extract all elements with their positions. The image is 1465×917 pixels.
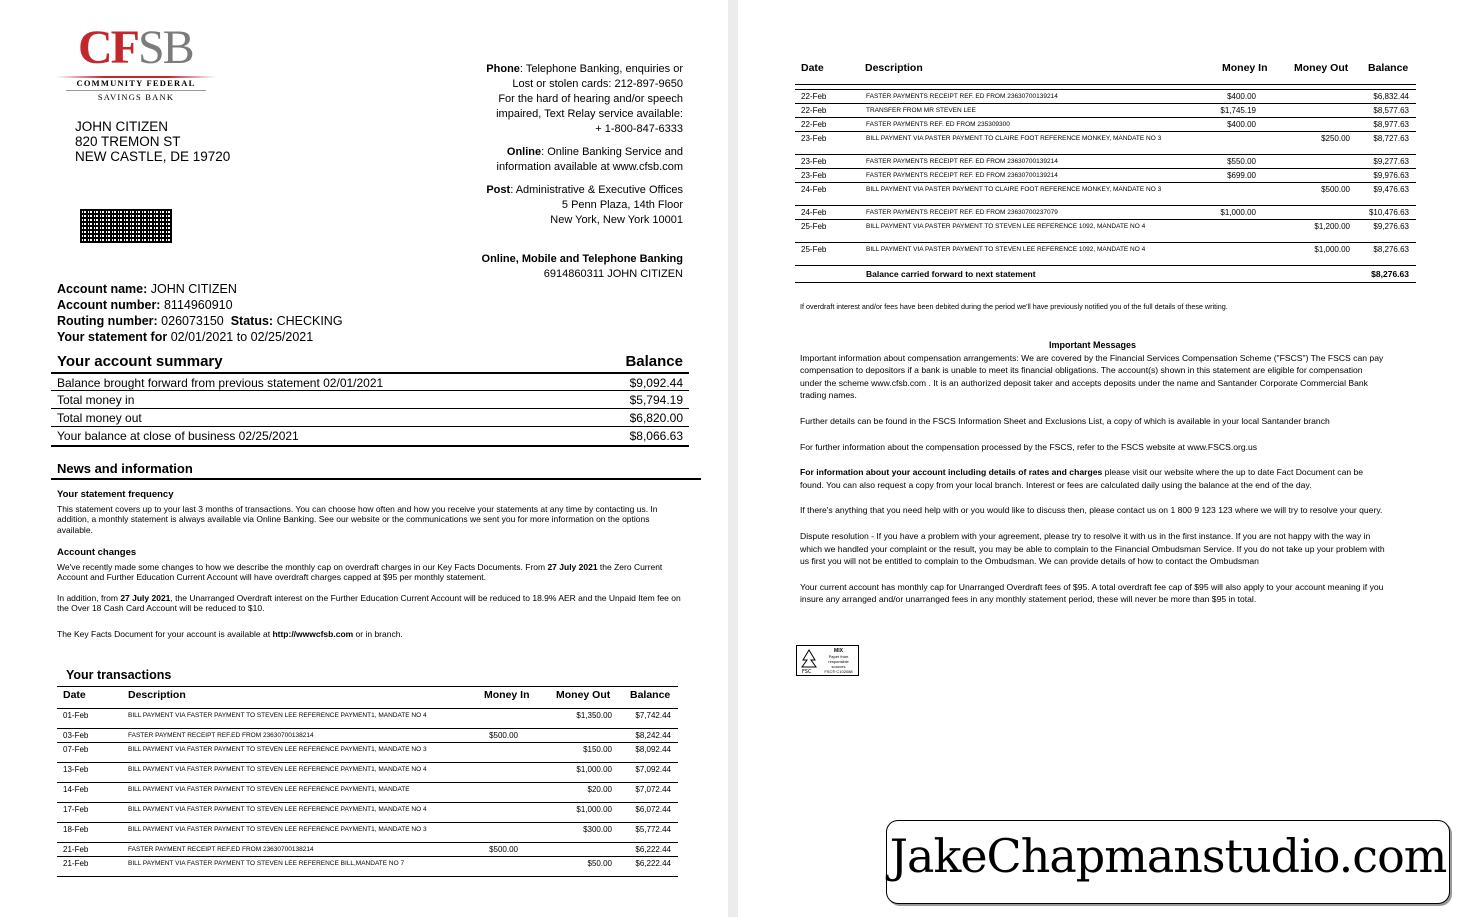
table-row: [57, 742, 678, 763]
table-row: [795, 205, 1416, 220]
transactions-title: Your transactions: [66, 668, 172, 682]
account-status: CHECKING: [276, 314, 343, 328]
row-date: 22-Feb: [801, 92, 827, 101]
row-date: 22-Feb: [801, 120, 827, 129]
logo-sb: SB: [137, 21, 193, 74]
phone-line: + 1-800-847-6333: [595, 123, 683, 135]
row-balance: $8,276.63: [1373, 245, 1409, 254]
row-balance: $6,222.44: [635, 845, 671, 854]
message-paragraph: Further details can be found in the FSCS Information Sheet and Exclusions List, a copy of which is available in your local Santander branch: [800, 415, 1330, 426]
phone-line: : Telephone Banking, enquiries or: [519, 63, 683, 75]
row-money-in: $699.00: [1227, 171, 1256, 180]
row-money-out: $1,000.00: [576, 765, 612, 774]
table-row: [795, 154, 1416, 169]
text-run: In addition, from: [57, 592, 121, 603]
col-money-in: Money In: [484, 689, 530, 701]
row-description: BILL PAYMENT VIA PASTER PAYMENT TO CLAIRE FOOT REFERENCE MONKEY, MANDATE NO 3: [866, 186, 1162, 193]
row-description: TRANSFER FROM MR STEVEN LEE: [866, 107, 976, 114]
row-description: FASTER PAYMENTS RECEIPT REF. ED FROM 23630700139214: [866, 172, 1058, 179]
routing-label: Routing number:: [57, 314, 158, 328]
summary-row-label: Your balance at close of business 02/25/2021: [57, 429, 299, 443]
row-description: FASTER PAYMENT RECEIPT REF.ED FROM 23630700138214: [128, 732, 314, 739]
overdraft-note: If overdraft interest and/or fees have been debited during the period we'll have previously notified you of the full details of these writing.: [800, 302, 1228, 311]
table-row: [795, 131, 1416, 155]
summary-title: Your account summary: [57, 353, 223, 370]
table-row: [57, 762, 678, 783]
message-paragraph: If there's anything that you need help with or you would like to discuss then, please contact us on 1 800 9 123 123 where we will try to resolve your query.: [800, 505, 1383, 516]
omt-line: 6914860311 JOHN CITIZEN: [543, 268, 683, 280]
table-row: [795, 168, 1416, 183]
logo-cf: CF: [78, 21, 138, 74]
period-label: Your statement for: [57, 330, 168, 344]
message-paragraph: Important information about compensation arrangements: We are covered by the Financial Services Compensation Scheme ("FSCS") The FSCS can pay compensation to depositors if a bank is unable to meet its financial obligations. The account(s) shown in this statement are eligible for compensation under the scheme www.cfsb.com . It is an authorized deposit taker and accepts deposits under the name and Santander Corporate Commercial Bank trading names.: [800, 352, 1384, 401]
online-line: : Online Banking Service and: [541, 146, 683, 158]
transactions-table-1: [57, 686, 678, 886]
row-money-out: $1,000.00: [1314, 245, 1350, 254]
table-row: [795, 103, 1416, 118]
row-money-in: $500.00: [489, 731, 518, 740]
summary-row-value: $8,066.63: [629, 429, 683, 443]
row-date: 23-Feb: [801, 171, 827, 180]
customer-street: 820 TREMON ST: [75, 134, 181, 149]
fsc-mix: MIX: [834, 648, 843, 654]
col-date: Date: [63, 689, 86, 701]
table-row: [795, 242, 1416, 266]
changes-paragraph-1: [57, 562, 687, 583]
row-balance: $5,772.44: [635, 825, 671, 834]
messages-title: Important Messages: [1048, 340, 1137, 350]
table-row: [57, 822, 678, 843]
row-money-in: $550.00: [1227, 157, 1256, 166]
row-description: BILL PAYMENT VIA PASTER PAYMENT TO STEVEN LEE REFERENCE 1092, MANDATE NO 4: [866, 246, 1146, 253]
changes-paragraph-2: [57, 593, 687, 614]
text-run: 27 July 2021: [547, 561, 598, 572]
row-date: 01-Feb: [63, 711, 89, 720]
row-date: 21-Feb: [63, 845, 89, 854]
status-label: Status:: [230, 314, 274, 328]
row-money-out: $250.00: [1321, 134, 1350, 143]
phone-line: Lost or stolen cards: 212-897-9650: [512, 78, 683, 90]
account-name: JOHN CITIZEN: [150, 282, 237, 296]
table-row: [57, 842, 678, 857]
row-date: 07-Feb: [63, 745, 89, 754]
table-row: [57, 782, 678, 803]
row-date: 21-Feb: [63, 859, 89, 868]
phone-label: Phone: [486, 63, 520, 75]
account-number: 8114960910: [163, 298, 233, 312]
col-description: Description: [865, 62, 923, 74]
table-row: [795, 117, 1416, 132]
text-run: The Key Facts Document for your account is available at: [57, 628, 273, 639]
summary-row-label: Total money in: [57, 393, 135, 407]
online-line: information available at www.cfsb.com: [496, 161, 683, 173]
row-description: BILL PAYMENT VIA FASTER PAYMENT TO STEVEN LEE REFERENCE PAYMENT1, MANDATE: [128, 786, 410, 793]
row-date: 18-Feb: [63, 825, 89, 834]
account-number-label: Account number:: [57, 298, 161, 312]
freq-text: This statement covers up to your last 3 months of transactions. You can choose how often and how you receive your statements at any time by contacting us. In addition, a monthly statement is always available via Online Banking. See our website or the communications we sent you for more information on the options available.: [57, 503, 658, 535]
row-description: BILL PAYMENT VIA FASTER PAYMENT TO STEVEN LEE REFERENCE BILL,MANDATE NO 7: [128, 860, 405, 867]
text-run: , the Unarranged Overdraft interest on the Further Education Current Account will be reduced to 18.9% AER and the Unpaid Item fee on the Over 18 Cash Card Account will be reduced to $10.: [57, 592, 681, 613]
table-row: [57, 708, 678, 729]
post-line: : Administrative & Executive Offices: [510, 184, 683, 196]
fsc-code: FSC® C102088: [824, 669, 853, 674]
key-facts-paragraph: [57, 629, 687, 640]
row-balance: $6,072.44: [635, 805, 671, 814]
row-date: 24-Feb: [801, 208, 827, 217]
row-balance: $8,977.63: [1373, 120, 1409, 129]
row-money-in: $1,745.19: [1220, 106, 1256, 115]
summary-row: [51, 408, 689, 427]
col-money-out: Money Out: [556, 689, 611, 701]
row-description: FASTER PAYMENTS RECEIPT REF. ED FROM 23630700237079: [866, 209, 1058, 216]
row-balance: $8,577.63: [1373, 106, 1409, 115]
text-run: 27 July 2021: [120, 592, 171, 603]
summary-row: [51, 372, 689, 392]
row-money-out: $500.00: [1321, 185, 1350, 194]
row-money-in: $500.00: [489, 845, 518, 854]
watermark-banner: [886, 820, 1450, 904]
row-date: 17-Feb: [63, 805, 89, 814]
row-date: 13-Feb: [63, 765, 89, 774]
account-summary: [51, 353, 689, 447]
row-money-out: $50.00: [587, 859, 612, 868]
table-row: [57, 856, 678, 877]
bank-logo: [56, 21, 216, 102]
logo-line2: SAVINGS BANK: [97, 91, 175, 102]
message-paragraph: For further information about the compensation processed by the FSCS, refer to the FSCS website at www.FSCS.org.us: [800, 441, 1258, 452]
row-money-out: $150.00: [583, 745, 612, 754]
carried-forward-row: [795, 266, 1416, 283]
important-messages: [800, 339, 1385, 606]
row-balance: $6,832.44: [1373, 92, 1409, 101]
text-run: We've recently made some changes to how we describe the monthly cap on overdraft charges in our Key Facts Documents. From: [57, 561, 548, 572]
summary-row: [51, 390, 689, 409]
routing-number: 026073150: [161, 314, 224, 328]
row-description: BILL PAYMENT VIA FASTER PAYMENT TO STEVEN LEE REFERENCE PAYMENT1, MANDATE NO 4: [128, 806, 427, 813]
customer-city: NEW CASTLE, DE 19720: [75, 149, 231, 164]
row-balance: $7,092.44: [635, 765, 671, 774]
news-title: News and information: [51, 461, 701, 480]
row-description: BILL PAYMENT VIA FASTER PAYMENT TO STEVEN LEE REFERENCE PAYMENT1, MANDATE NO 4: [128, 712, 427, 719]
message-paragraph: [800, 466, 1385, 491]
phone-line: impaired, Text Relay service available:: [496, 108, 683, 120]
row-balance: $9,277.63: [1373, 157, 1409, 166]
col-description: Description: [128, 689, 186, 701]
changes-heading: Account changes: [57, 547, 137, 558]
online-label: Online: [506, 146, 542, 158]
summary-row-value: $6,820.00: [629, 411, 683, 425]
row-balance: $8,092.44: [635, 745, 671, 754]
message-paragraph: Dispute resolution - If you have a problem with your agreement, please try to resolve it with us in the first instance. If you are not happy with the way in which we handled your complaint or the result, you may be able to complain to the Financial Ombudsman Service. If you do not take up your problem with us first you will not be entitled to complain to the Ombudsman. We can provide details of how to contact the Ombudsman: [800, 530, 1385, 567]
fsc-paper: Paper from responsible sources: [828, 654, 849, 669]
row-date: 22-Feb: [801, 106, 827, 115]
summary-row-value: $5,794.19: [629, 393, 683, 407]
row-money-out: $1,200.00: [1314, 222, 1350, 231]
statement-page-2: [738, 0, 1465, 917]
row-description: BILL PAYMENT VIA FASTER PAYMENT TO STEVEN LEE REFERENCE PAYMENT1, MANDATE NO 3: [128, 826, 427, 833]
row-money-in: $400.00: [1227, 120, 1256, 129]
summary-balance-header: Balance: [625, 353, 683, 370]
account-details: [57, 281, 343, 345]
row-money-in: $1,000.00: [1220, 208, 1256, 217]
row-description: FASTER PAYMENT RECEIPT REF.ED FROM 23630700138214: [128, 846, 314, 853]
row-date: 25-Feb: [801, 245, 827, 254]
table-row: [795, 219, 1416, 243]
svg-text:FSC: FSC: [802, 669, 812, 674]
text-run: the Zero Current Account and Further Education Current Account will have overdraft charges capped at $95 per monthly statement.: [57, 561, 663, 582]
customer-name: JOHN CITIZEN: [75, 119, 168, 134]
row-description: BILL PAYMENT VIA FASTER PAYMENT TO STEVEN LEE REFERENCE PAYMENT1, MANDATE NO 3: [128, 746, 427, 753]
row-balance: $7,072.44: [635, 785, 671, 794]
fsc-logo-icon: [796, 645, 859, 676]
row-description: BILL PAYMENT VIA PASTER PAYMENT TO CLAIRE FOOT REFERENCE MONKEY, MANDATE NO 3: [866, 135, 1162, 142]
row-description: FASTER PAYMENTS RECEIPT REF. ED FROM 23630700139214: [866, 93, 1058, 100]
row-date: 23-Feb: [801, 134, 827, 143]
row-date: 25-Feb: [801, 222, 827, 231]
table-row: [57, 728, 678, 743]
row-balance: $8,242.44: [635, 731, 671, 740]
col-balance: Balance: [630, 689, 671, 701]
customer-address: [75, 119, 230, 164]
post-line: New York, New York 10001: [550, 214, 683, 226]
row-date: 03-Feb: [63, 731, 89, 740]
transactions-table-2: [795, 58, 1416, 288]
row-date: 23-Feb: [801, 157, 827, 166]
phone-line: For the hard of hearing and/or speech: [498, 93, 683, 105]
row-date: 24-Feb: [801, 185, 827, 194]
message-paragraph: Your current account has monthly cap for Unarranged Overdraft fees of $95. A total overdraft fee cap of $95 will also apply to your account meaning if you insure any arranged and/or unarranged fees in any monthly statement period, these will never be more than $95 in total.: [800, 581, 1384, 605]
row-money-out: $300.00: [583, 825, 612, 834]
table-bottom-rule: [57, 876, 678, 877]
text-run: or in branch.: [353, 628, 403, 639]
row-description: FASTER PAYMENTS REF. ED FROM 235309300: [866, 121, 1010, 128]
table-row: [57, 802, 678, 823]
row-money-out: $1,000.00: [576, 805, 612, 814]
row-money-out: $20.00: [587, 785, 612, 794]
watermark-text: JakeChapmanstudio.com: [889, 829, 1447, 883]
summary-row: [51, 426, 689, 447]
page-gutter: [728, 0, 738, 917]
col-money-in: Money In: [1222, 62, 1268, 74]
text-run: please visit our website where the up to date Fact Document can be found. You can also request a copy from your local branch. Interest or fees are calculated daily using the balance at the end of the day.: [800, 467, 1364, 490]
row-balance: $10,476.63: [1368, 208, 1409, 217]
col-balance: Balance: [1368, 62, 1409, 74]
statement-page-1: [0, 0, 728, 917]
col-date: Date: [801, 62, 824, 74]
text-run: For information about your account including details of rates and charges: [800, 467, 1103, 478]
row-description: BILL PAYMENT VIA PASTER PAYMENT TO STEVEN LEE REFERENCE 1092, MANDATE NO 4: [866, 223, 1146, 230]
account-name-label: Account name:: [57, 282, 148, 296]
statement-period: 02/01/2021 to 02/25/2021: [170, 330, 314, 344]
row-money-in: $400.00: [1227, 92, 1256, 101]
row-balance: $9,476.63: [1373, 185, 1409, 194]
summary-row-value: $9,092.44: [629, 376, 683, 390]
key-facts-link[interactable]: http://wwwcfsb.com: [272, 628, 354, 639]
tree-icon: [799, 647, 819, 674]
row-balance: $8,727.63: [1373, 134, 1409, 143]
omt-title: Online, Mobile and Telephone Banking: [481, 253, 683, 265]
row-money-out: $1,350.00: [576, 711, 612, 720]
row-balance: $9,276.63: [1373, 222, 1409, 231]
row-balance: $6,222.44: [635, 859, 671, 868]
barcode-icon: [80, 209, 172, 243]
row-description: FASTER PAYMENTS RECEIPT REF. ED FROM 23630700139214: [866, 158, 1058, 165]
news-body: [57, 490, 687, 639]
carried-forward-value: $8,276.63: [1371, 269, 1409, 279]
freq-heading: Your statement frequency: [57, 489, 174, 500]
row-date: 14-Feb: [63, 785, 89, 794]
row-description: BILL PAYMENT VIA FASTER PAYMENT TO STEVEN LEE REFERENCE PAYMENT1, MANDATE NO 4: [128, 766, 427, 773]
summary-row-label: Total money out: [57, 411, 142, 425]
table-row: [795, 89, 1416, 104]
row-balance: $9,976.63: [1373, 171, 1409, 180]
contact-block: [423, 62, 683, 282]
post-label: Post: [486, 184, 511, 196]
col-money-out: Money Out: [1294, 62, 1349, 74]
post-line: 5 Penn Plaza, 14th Floor: [561, 199, 683, 211]
row-balance: $7,742.44: [635, 711, 671, 720]
summary-row-label: Balance brought forward from previous statement 02/01/2021: [57, 376, 384, 390]
logo-line1: COMMUNITY FEDERAL: [76, 78, 196, 88]
table-row: [795, 182, 1416, 206]
carried-forward-label: Balance carried forward to next statement: [866, 269, 1036, 279]
